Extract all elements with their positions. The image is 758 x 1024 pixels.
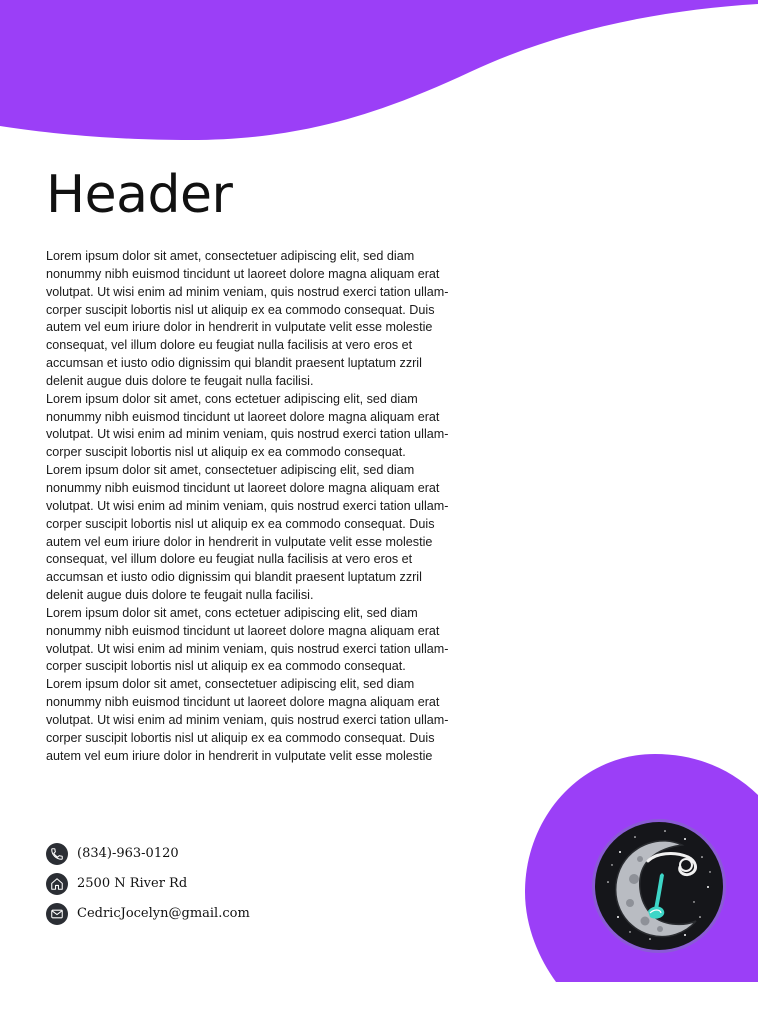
text-line: autem vel eum iriure dolor in hendrerit in vulputate velit esse molestie: [46, 320, 433, 335]
paragraph-3: [46, 462, 506, 605]
mail-icon: [46, 903, 68, 925]
text-line: nonummy nibh euismod tincidunt ut laoreet dolore magna aliquam erat: [46, 480, 440, 495]
paragraph-5: [46, 676, 506, 765]
text-line: autem vel eum iriure dolor in hendrerit in vulputate velit esse molestie: [46, 534, 433, 549]
body-text: [46, 248, 506, 765]
text-line: corper suscipit lobortis nisl ut aliquip ex ea commodo consequat.: [46, 659, 406, 674]
text-line: delenit augue duis dolore te feugait nulla facilisi.: [46, 588, 314, 603]
phone-number: (834)-963-0120: [77, 846, 179, 861]
text-line: delenit augue duis dolore te feugait nulla facilisi.: [46, 373, 314, 388]
top-wave-decoration: [0, 0, 758, 140]
contact-address: [46, 873, 366, 897]
text-line: Lorem ipsum dolor sit amet, consectetuer adipiscing elit, sed diam: [46, 249, 415, 263]
text-line: autem vel eum iriure dolor in hendrerit in vulputate velit esse molestie: [46, 748, 433, 763]
text-line: nonummy nibh euismod tincidunt ut laoreet dolore magna aliquam erat: [46, 266, 440, 281]
text-line: consequat, vel illum dolore eu feugiat nulla facilisis at vero eros et: [46, 338, 413, 353]
text-line: nonummy nibh euismod tincidunt ut laoreet dolore magna aliquam erat: [46, 409, 440, 424]
text-line: volutpat. Ut wisi enim ad minim veniam, quis nostrud exerci tation ullam-: [46, 712, 449, 727]
text-line: nonummy nibh euismod tincidunt ut laoreet dolore magna aliquam erat: [46, 623, 440, 638]
contact-email: [46, 903, 366, 927]
page-title: Header: [46, 165, 233, 225]
contact-phone: [46, 843, 366, 867]
text-line: volutpat. Ut wisi enim ad minim veniam, quis nostrud exerci tation ullam-: [46, 284, 449, 299]
paragraph-2: [46, 391, 506, 462]
address-text: 2500 N River Rd: [77, 876, 188, 891]
paragraph-4: [46, 605, 506, 676]
text-line: volutpat. Ut wisi enim ad minim veniam, quis nostrud exerci tation ullam-: [46, 427, 449, 442]
text-line: accumsan et iusto odio dignissim qui blandit praesent luptatum zzril: [46, 356, 422, 371]
text-line: corper suscipit lobortis nisl ut aliquip ex ea commodo consequat. Duis: [46, 302, 435, 317]
text-line: consequat, vel illum dolore eu feugiat nulla facilisis at vero eros et: [46, 552, 413, 567]
text-line: nonummy nibh euismod tincidunt ut laoreet dolore magna aliquam erat: [46, 695, 440, 710]
text-line: Lorem ipsum dolor sit amet, cons ectetuer adipiscing elit, sed diam: [46, 605, 418, 620]
text-line: corper suscipit lobortis nisl ut aliquip ex ea commodo consequat.: [46, 445, 406, 460]
text-line: Lorem ipsum dolor sit amet, consectetuer adipiscing elit, sed diam: [46, 463, 415, 478]
paragraph-1: [46, 248, 506, 391]
text-line: Lorem ipsum dolor sit amet, cons ectetuer adipiscing elit, sed diam: [46, 391, 418, 406]
text-line: volutpat. Ut wisi enim ad minim veniam, quis nostrud exerci tation ullam-: [46, 641, 449, 656]
top-wave-shape: [0, 0, 758, 140]
moon-logo: [590, 817, 728, 955]
home-icon: [46, 873, 68, 895]
phone-icon: [46, 843, 68, 865]
text-line: volutpat. Ut wisi enim ad minim veniam, quis nostrud exerci tation ullam-: [46, 498, 449, 513]
text-line: Lorem ipsum dolor sit amet, consectetuer adipiscing elit, sed diam: [46, 677, 415, 692]
text-line: accumsan et iusto odio dignissim qui blandit praesent luptatum zzril: [46, 570, 422, 585]
text-line: corper suscipit lobortis nisl ut aliquip ex ea commodo consequat. Duis: [46, 730, 435, 745]
text-line: corper suscipit lobortis nisl ut aliquip ex ea commodo consequat. Duis: [46, 516, 435, 531]
email-address[interactable]: CedricJocelyn@gmail.com: [77, 906, 250, 921]
